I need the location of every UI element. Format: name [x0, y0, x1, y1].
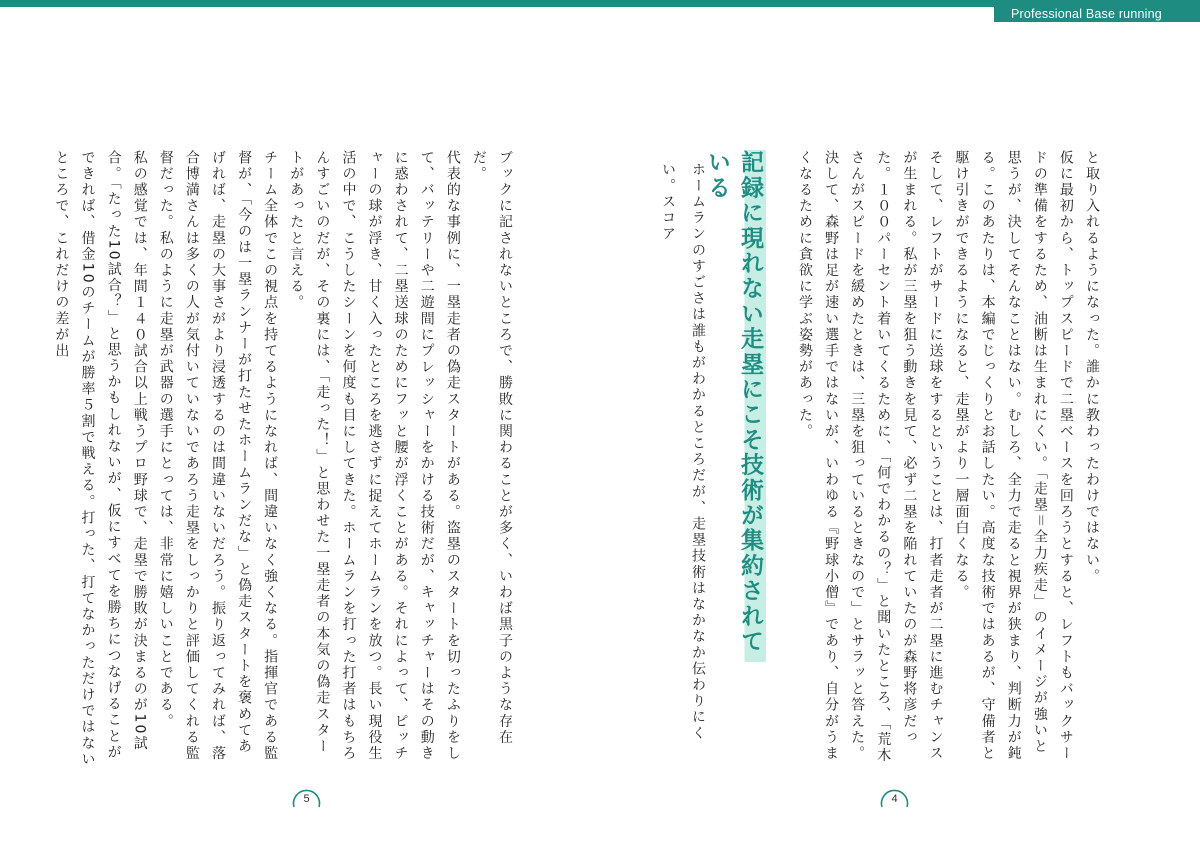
- page-number-right: [878, 785, 911, 818]
- header-tab: [994, 7, 1200, 22]
- section-heading: [704, 150, 766, 662]
- left-paragraph-2: 代表的な事例に、一塁走者の偽走スタートがある。盗塁のスタートを切ったふりをして、バッテリーや二遊間にプレッシャーをかける技術だが、キャッチャーはその動きに惑わされて、二塁送球のためにフッと腰が浮くことがある。それによって、ピッチャーの球が浮き、甘く入ったところを逃さずに捉えてホームランを放つ。長い現役生活の中で、こうしたシーンを何度も目にしてきた。ホームランを打った打者はもちろんすごいのだが、その裏には、「走った！」と思わせた一塁走者の本気の偽走スタートがあったと言える。: [288, 150, 461, 762]
- right-paragraph-1: と取り入れるようになった。誰かに教わったわけではない。: [1084, 150, 1100, 585]
- left-paragraph-1: ブックに記されないところで、勝敗に関わることが多く、いわば黒子のような存在だ。: [470, 150, 513, 746]
- page-number-right-text: 4: [891, 793, 898, 805]
- page-number-left: [290, 785, 323, 818]
- right-page-body: [793, 150, 1105, 770]
- right-paragraph-2: 仮に最初から、トップスピードで二塁ベースを回ろうとすると、レフトもバックサードの準備をするため、油断は生まれにくい。「走塁＝全力疾走」のイメージが強いと思うが、決してそんなことはない。むしろ、全力で走ると視界が狭まり、判断力が鈍る。このあたりは、本編でじっくりとお話したい。高度な技術ではあるが、守備者と駆け引きができるようになると、走塁がより一層面白くなる。: [953, 150, 1074, 762]
- lead-line: ホームランのすごさは誰もがわかるところだが、走塁技術はなかなか伝わりにくい。スコア: [660, 162, 706, 742]
- left-paragraph-3: チーム全体でこの視点を持てるようになれば、間違いなく強くなる。指揮官である監督が、「今のは一塁ランナーが打たせたホームランだな」と偽走スタートを褒めてあげれば、走塁の大事さがより浸透するのは間違いないだろう。振り返ってみれば、落合博満さんは多くの人が気付いていないであろう走塁をしっかりと評価してくれる監督だった。私のように走塁が武器の選手にとっては、非常に嬉しいことである。: [157, 150, 279, 762]
- page-number-left-text: 5: [303, 793, 310, 805]
- left-page-body: [53, 150, 518, 770]
- book-title: Professional Base running: [1011, 7, 1162, 21]
- right-paragraph-3: そして、レフトがサードに送球をするということは、打者走者が二塁に進むチャンスが生まれる。私が三塁を狙う動きを見て、必ず二塁を陥れていたのが森野将彦だった。１００パーセント着いてくるために、「何でわかるの？」と聞いたところ、「荒木さんがスピードを緩めたときは、三塁を狙っているときなので」とサラッと答えた。決して、森野は足が速い選手ではないが、いわゆる『野球小僧』であり、自分がうまくなるために貪欲に学ぶ姿勢があった。: [796, 150, 944, 764]
- section-heading-text: 記録に現れない走塁にこそ技術が集約されている: [704, 150, 763, 654]
- left-paragraph-4: 私の感覚では、年間１４０試合以上戦うプロ野球で、走塁で勝敗が決まるのが10試合。「たった10試合？」と思うかもしれないが、仮にすべてを勝ちにつなげることができれば、借金10のチームが勝率５割で戦える。打った、打てなかっただけではないところで、これだけの差が出: [53, 150, 148, 768]
